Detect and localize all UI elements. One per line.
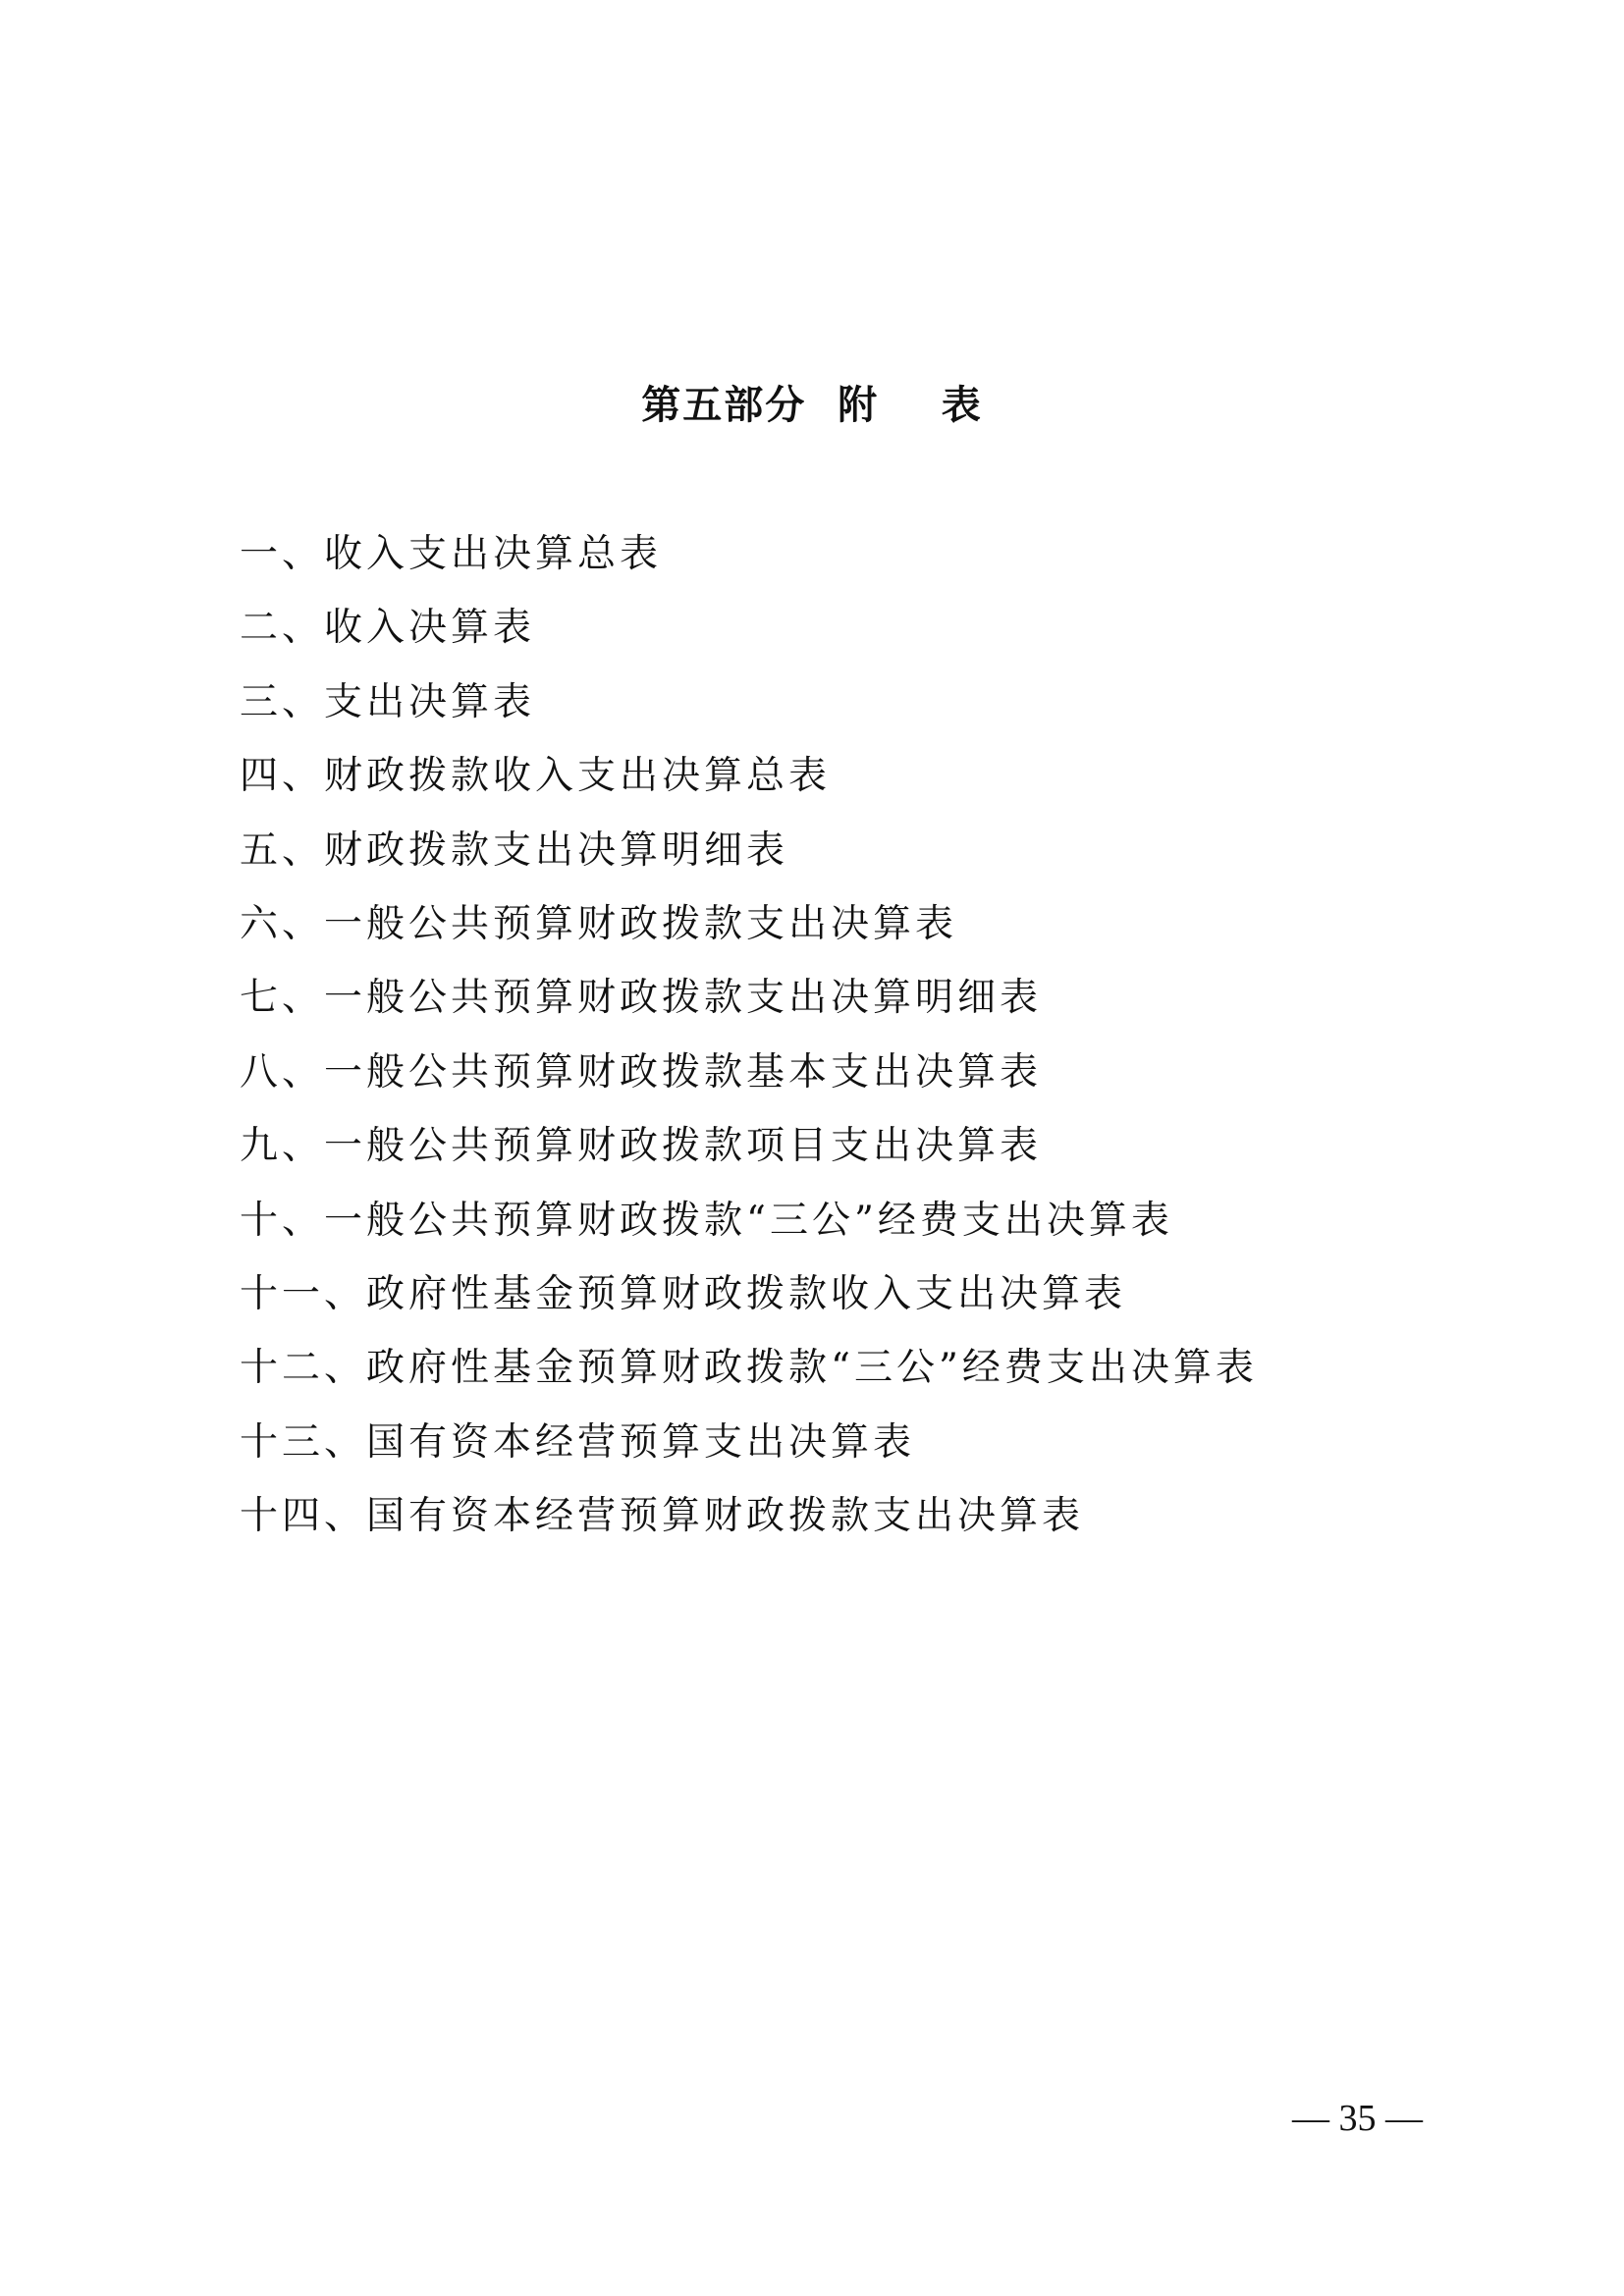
list-item: 五、财政拨款支出决算明细表 (240, 828, 789, 873)
list-item: 一、收入支出决算总表 (240, 532, 663, 576)
list-item: 十一、政府性基金预算财政拨款收入支出决算表 (240, 1271, 1127, 1316)
list-item: 三、支出决算表 (240, 679, 536, 724)
list-item: 十三、国有资本经营预算支出决算表 (240, 1419, 916, 1465)
list-item: 七、一般公共预算财政拨款支出决算明细表 (240, 976, 1043, 1021)
list-item: 九、一般公共预算财政拨款项目支出决算表 (240, 1124, 1043, 1169)
list-item: 六、一般公共预算财政拨款支出决算表 (240, 901, 958, 946)
list-item: 十四、国有资本经营预算财政拨款支出决算表 (240, 1494, 1085, 1539)
list-item: 十二、政府性基金预算财政拨款“三公”经费支出决算表 (240, 1346, 1258, 1391)
list-item: 十、一般公共预算财政拨款“三公”经费支出决算表 (240, 1198, 1173, 1243)
list-item: 四、财政拨款收入支出决算总表 (240, 754, 832, 799)
appendix-list (240, 527, 1258, 1563)
page-title: 第五部分 附 表 (641, 383, 983, 428)
list-item: 二、收入决算表 (240, 606, 536, 651)
page-number: — 35 — (1292, 2098, 1423, 2139)
list-item: 八、一般公共预算财政拨款基本支出决算表 (240, 1049, 1043, 1095)
